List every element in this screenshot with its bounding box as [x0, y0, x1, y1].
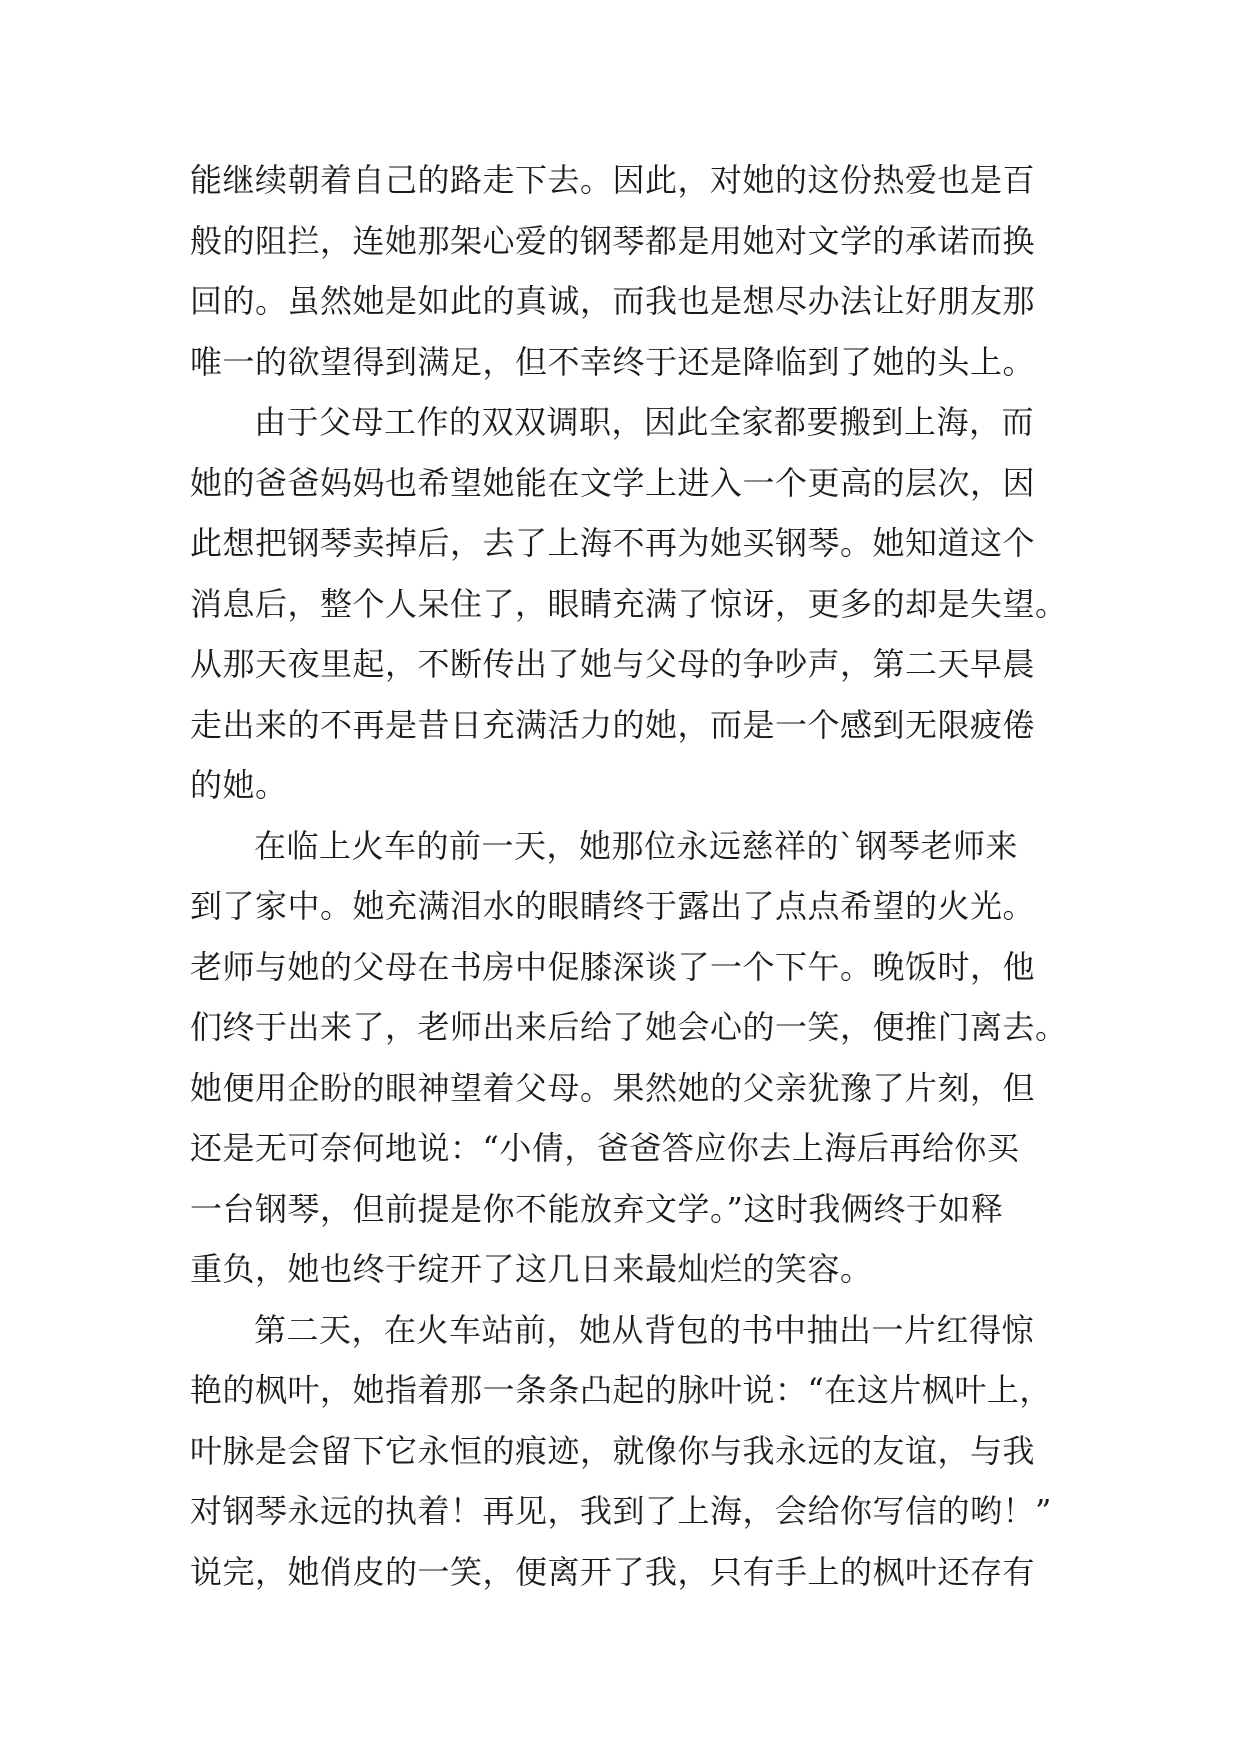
text-line: 到了家中。她充满泪水的眼睛终于露出了点点希望的火光。 — [190, 887, 1036, 925]
text-line: 老师与她的父母在书房中促膝深谈了一个下午。晚饭时，他 — [190, 947, 1036, 986]
paragraph-start-line: 在临上火车的前一天，她那位永远慈祥的`钢琴老师来 — [254, 826, 1019, 865]
text-line: 她的爸爸妈妈也希望她能在文学上进入一个更高的层次，因 — [190, 463, 1036, 502]
text-line: 能继续朝着自己的路走下去。因此，对她的这份热爱也是百 — [190, 161, 1036, 199]
paragraph-start-line: 第二天，在火车站前，她从背包的书中抽出一片红得惊 — [254, 1310, 1035, 1349]
text-line: 走出来的不再是昔日充满活力的她，而是一个感到无限疲倦 — [190, 705, 1036, 744]
text-line: 消息后，整个人呆住了，眼睛充满了惊讶，更多的却是失望。 — [190, 584, 1068, 623]
text-line: 说完，她俏皮的一笑，便离开了我，只有手上的枫叶还存有 — [190, 1552, 1036, 1591]
text-line: 回的。虽然她是如此的真诚，而我也是想尽办法让好朋友那 — [190, 282, 1036, 320]
text-line: 对钢琴永远的执着！再见，我到了上海，会给你写信的哟！” — [190, 1492, 1052, 1530]
text-line: 她便用企盼的眼神望着父母。果然她的父亲犹豫了片刻，但 — [190, 1068, 1036, 1107]
text-line: 的她。 — [190, 766, 288, 804]
text-line: 还是无可奈何地说：“小倩，爸爸答应你去上海后再给你买 — [190, 1129, 1020, 1167]
text-line: 一台钢琴，但前提是你不能放弃文学。”这时我俩终于如释 — [190, 1189, 1004, 1228]
text-line: 重负，她也终于绽开了这几日来最灿烂的笑容。 — [190, 1250, 873, 1288]
text-line: 般的阻拦，连她那架心爱的钢琴都是用她对文学的承诺而换 — [190, 221, 1036, 260]
body-text — [190, 150, 1070, 1602]
text-line: 们终于出来了，老师出来后给了她会心的一笑，便推门离去。 — [190, 1008, 1068, 1046]
paragraph-start-line: 由于父母工作的双双调职，因此全家都要搬到上海，而 — [254, 403, 1035, 441]
text-line: 此想把钢琴卖掉后，去了上海不再为她买钢琴。她知道这个 — [190, 524, 1036, 562]
text-line: 唯一的欲望得到满足，但不幸终于还是降临到了她的头上。 — [190, 342, 1036, 381]
text-line: 从那天夜里起，不断传出了她与父母的争吵声，第二天早晨 — [190, 645, 1036, 683]
text-line: 艳的枫叶，她指着那一条条凸起的脉叶说：“在这片枫叶上， — [190, 1371, 1052, 1409]
text-line: 叶脉是会留下它永恒的痕迹，就像你与我永远的友谊，与我 — [190, 1431, 1036, 1470]
